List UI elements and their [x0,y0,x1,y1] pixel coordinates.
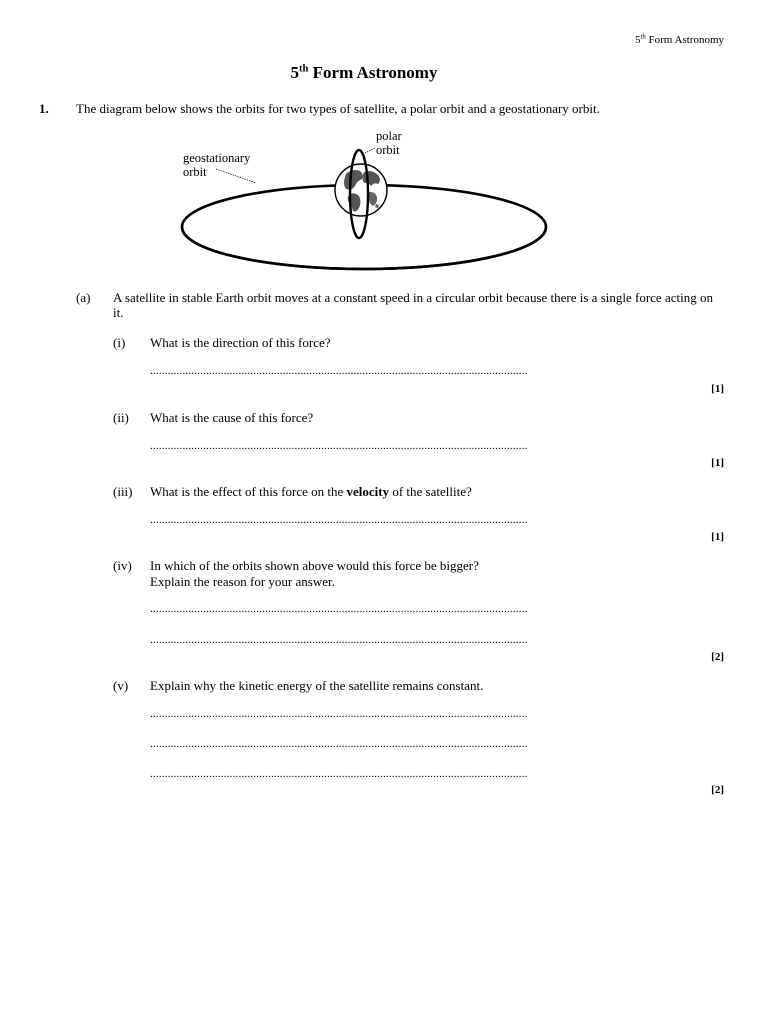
answer-line-v-3[interactable]: ................................................................................................................................ [150,768,528,780]
answer-line-iii[interactable]: ................................................................................................................................ [150,514,528,526]
subpart-i-label: (i) [113,335,126,350]
subpart-iii-text-before: What is the effect of this force on the [150,484,347,499]
subpart-ii-label: (ii) [113,410,129,425]
polar-orbit-label-line1: polar [376,129,402,143]
answer-line-v-1[interactable]: ................................................................................................................................ [150,708,528,720]
subpart-v-text: Explain why the kinetic energy of the satellite remains constant. [150,678,484,693]
part-a-text: A satellite in stable Earth orbit moves at a constant speed in a circular orbit because there is a single force acting on it. [113,290,713,320]
subpart-iii-text-after: of the satellite? [389,484,472,499]
page-title [0,63,728,83]
title-text: Form Astronomy [308,63,438,82]
subpart-iii-text-bold: velocity [346,484,390,499]
marks-i: [1] [711,383,724,395]
part-a-label: (a) [76,290,91,305]
running-header-text: Form Astronomy [645,34,724,46]
subpart-iv-label: (iv) [113,558,132,573]
answer-line-i[interactable]: ................................................................................................................................ [150,365,528,377]
marks-iv: [2] [711,651,724,663]
running-header-superscript: th [640,33,646,41]
question-number: 1. [39,101,49,116]
running-header [635,34,724,46]
geostationary-orbit-label-line2: orbit [183,165,207,179]
orbit-diagram [176,128,556,278]
marks-ii: [1] [711,457,724,469]
subpart-iv-text-line1: In which of the orbits shown above would this force be bigger? [150,558,479,573]
subpart-v-label: (v) [113,678,129,693]
running-header-number: 5 [634,34,641,46]
subpart-i-text: What is the direction of this force? [150,335,331,350]
subpart-ii-text: What is the cause of this force? [150,410,314,425]
polar-orbit-label-line2: orbit [376,143,400,157]
title-superscript: th [299,63,309,75]
geostationary-orbit-label-line1: geostationary [183,151,251,165]
title-number: 5 [290,63,300,82]
earth-globe [335,164,387,216]
polar-orbit-leader-line [365,148,375,153]
answer-line-v-2[interactable]: ................................................................................................................................ [150,738,528,750]
subpart-iii-text [150,484,472,499]
subpart-iii-label: (iii) [113,484,133,499]
answer-line-iv-1[interactable]: ................................................................................................................................ [150,603,528,615]
subpart-iv-text-line2: Explain the reason for your answer. [150,574,335,589]
geostationary-orbit-leader-line [216,169,256,183]
marks-iii: [1] [711,531,724,543]
marks-v: [2] [711,784,724,796]
question-text: The diagram below shows the orbits for two types of satellite, a polar orbit and a geostationary orbit. [76,101,600,116]
answer-line-ii[interactable]: ................................................................................................................................ [150,440,528,452]
answer-line-iv-2[interactable]: ................................................................................................................................ [150,634,528,646]
